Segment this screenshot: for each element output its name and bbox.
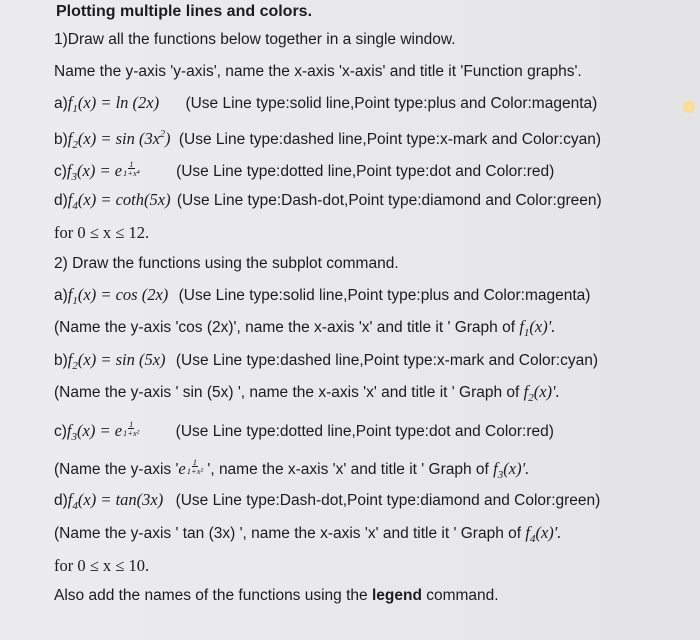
naming-text: (Name the y-axis ' sin (5x) ', name the x-axis 'x' and title it ' Graph of xyxy=(54,384,524,401)
func-expression: (x) = cos (2x) xyxy=(77,285,169,304)
func-expression: (x) = ln (2x) xyxy=(77,93,160,112)
naming-end: (x)'. xyxy=(535,523,562,542)
fraction-denominator: 1+x⁴ xyxy=(123,168,140,178)
legend-instruction xyxy=(54,586,499,606)
func-subscript: 4 xyxy=(72,500,78,513)
func-subscript: 3 xyxy=(71,171,78,184)
func-subscript: 1 xyxy=(72,103,78,116)
func-subscript: 3 xyxy=(71,431,78,444)
func-symbol: f xyxy=(67,129,73,148)
func-subscript: 1 xyxy=(72,295,78,308)
fraction-numerator: 1 xyxy=(129,419,134,429)
func-symbol: f xyxy=(67,490,73,509)
func-subscript: 2 xyxy=(528,392,534,405)
part2-item-d xyxy=(54,490,600,516)
part1-range: for 0 ≤ x ≤ 12. xyxy=(54,223,150,242)
part2-item-a xyxy=(54,285,590,311)
legend-suffix: command. xyxy=(421,587,499,604)
item-note: (Use Line type:dotted line,Point type:dot and Color:red) xyxy=(175,423,554,440)
exponent-fraction xyxy=(187,458,203,475)
func-expression: (x) = tan(3x) xyxy=(77,490,164,509)
legend-prefix: Also add the names of the functions using the xyxy=(54,587,372,604)
item-note: (Use Line type:solid line,Point type:plus and Color:magenta) xyxy=(185,95,598,112)
item-label: d) xyxy=(54,492,68,509)
exp-base: e xyxy=(178,459,186,478)
naming-end: (x)'. xyxy=(529,317,556,336)
fraction-denominator: 1+x² xyxy=(186,466,204,476)
part2-naming-c xyxy=(54,458,529,485)
func-expression: (x) = e xyxy=(77,161,123,180)
item-label: d) xyxy=(54,192,68,209)
part2-naming-b xyxy=(54,382,560,408)
part2-item-c xyxy=(54,420,554,447)
part1-item-d xyxy=(54,190,602,216)
func-symbol: f xyxy=(493,459,498,478)
func-expression: (x) = e xyxy=(77,421,123,440)
func-symbol: f xyxy=(67,190,73,209)
func-subscript: 2 xyxy=(72,139,78,152)
part1-heading: 1)Draw all the functions below together in a single window. xyxy=(54,31,456,48)
item-label: b) xyxy=(54,131,68,148)
naming-text: (Name the y-axis 'cos (2x)', name the x-axis 'x' and title it ' Graph of xyxy=(54,319,520,336)
part2-range: for 0 ≤ x ≤ 10. xyxy=(54,556,150,575)
exponent-fraction xyxy=(123,160,140,177)
item-label: a) xyxy=(54,95,68,112)
func-symbol: f xyxy=(67,93,73,112)
func-symbol: f xyxy=(519,317,524,336)
func-symbol: f xyxy=(523,382,529,401)
part2-item-b xyxy=(54,350,598,376)
fraction-numerator: 1 xyxy=(129,159,134,169)
item-note: (Use Line type:solid line,Point type:plus and Color:magenta) xyxy=(178,287,591,304)
exponent-fraction xyxy=(123,420,139,437)
item-label: b) xyxy=(54,352,68,369)
func-symbol: f xyxy=(66,161,72,180)
func-symbol: f xyxy=(525,523,530,542)
part1-naming: Name the y-axis 'y-axis', name the x-axis 'x-axis' and title it 'Function graphs'. xyxy=(54,63,582,80)
func-expression: (x) = sin (5x) xyxy=(77,350,166,369)
naming-text: (Name the y-axis ' tan (3x) ', name the x-axis 'x' and title it ' Graph of xyxy=(54,525,526,542)
fraction-denominator: 1+x² xyxy=(123,428,140,438)
part2-heading: 2) Draw the functions using the subplot command. xyxy=(54,255,399,272)
fraction-numerator: 1 xyxy=(192,457,198,467)
item-note: (Use Line type:dotted line,Point type:dot and Color:red) xyxy=(176,163,555,180)
part2-naming-a xyxy=(54,317,555,343)
func-subscript: 3 xyxy=(497,469,504,482)
func-expression: (x) = coth(5x) xyxy=(77,190,171,209)
func-expression: (x) = sin (3x xyxy=(77,129,161,148)
item-note: (Use Line type:Dash-dot,Point type:diamond and Color:green) xyxy=(175,492,601,509)
func-subscript: 4 xyxy=(72,200,78,213)
item-note: (Use Line type:dashed line,Point type:x-mark and Color:cyan) xyxy=(178,131,602,148)
func-symbol: f xyxy=(67,350,73,369)
item-note: (Use Line type:dashed line,Point type:x-mark and Color:cyan) xyxy=(175,352,598,369)
part2-naming-d xyxy=(54,523,561,549)
naming-end: (x)'. xyxy=(503,459,530,478)
item-label: a) xyxy=(54,287,68,304)
exponent-2: 2 xyxy=(160,129,166,140)
item-label: c) xyxy=(54,423,67,440)
func-subscript: 4 xyxy=(529,533,536,546)
func-subscript: 1 xyxy=(523,327,530,340)
func-subscript: 2 xyxy=(72,360,78,373)
part1-item-c xyxy=(54,160,554,187)
light-glare xyxy=(682,100,696,114)
naming-text: (Name the y-axis ' xyxy=(54,461,179,478)
item-label: c) xyxy=(54,163,67,180)
legend-keyword: legend xyxy=(371,587,422,604)
func-symbol: f xyxy=(67,285,73,304)
part1-item-a xyxy=(54,93,597,119)
func-symbol: f xyxy=(66,421,72,440)
naming-end: (x)'. xyxy=(533,382,560,401)
close-paren: ) xyxy=(165,129,171,148)
naming-text: ', name the x-axis 'x' and title it ' Graph of xyxy=(203,461,494,478)
document-title: Plotting multiple lines and colors. xyxy=(56,3,313,20)
item-note: (Use Line type:Dash-dot,Point type:diamond and Color:green) xyxy=(176,192,602,209)
part1-item-b xyxy=(54,125,601,155)
